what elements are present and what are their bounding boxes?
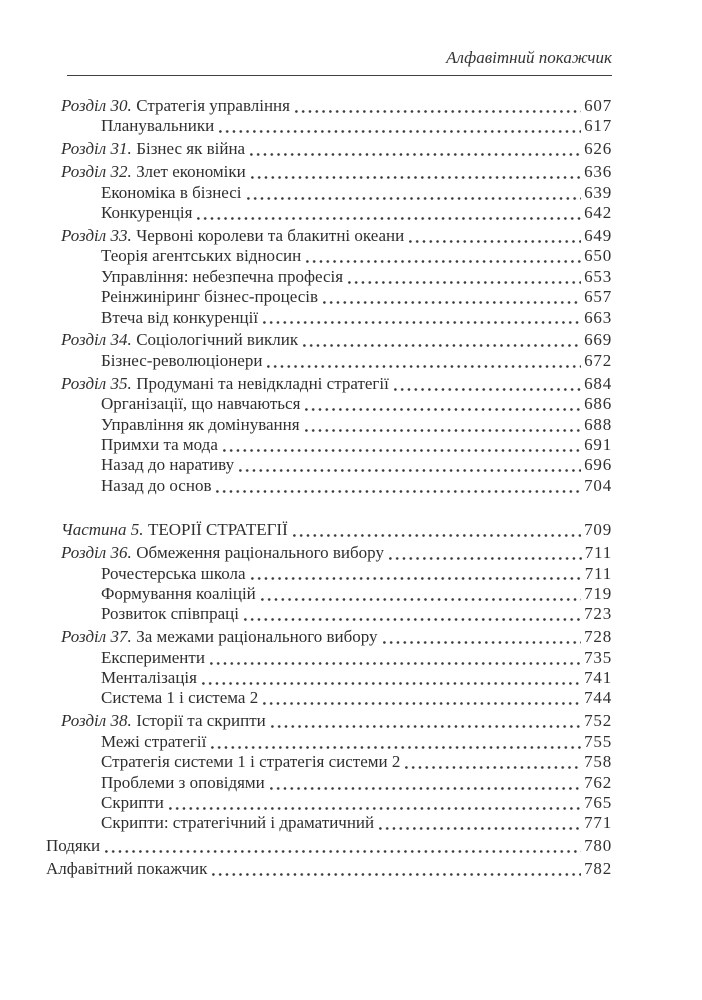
toc-entry-page: 711 <box>584 543 612 563</box>
toc-entry-page: 636 <box>584 162 612 182</box>
toc-entry-title: Конкуренція <box>101 203 193 223</box>
toc-entry <box>46 226 612 246</box>
toc-entry-prefix: Розділ 38. <box>61 711 132 731</box>
toc-entry-title: Обмеження раціонального вибору <box>136 543 384 563</box>
toc-entry-page: 744 <box>584 688 612 708</box>
dot-leader <box>303 344 581 347</box>
toc-entry <box>46 648 612 668</box>
toc-entry-page: 642 <box>584 203 612 223</box>
toc-entry <box>46 183 612 203</box>
toc-entry-page: 765 <box>584 793 612 812</box>
toc-entry-page: 709 <box>584 520 612 540</box>
toc-entry <box>46 520 612 540</box>
toc-entry-page: 752 <box>584 711 612 731</box>
toc-entry-page: 780 <box>584 836 612 856</box>
toc-entry-title: Планувальники <box>101 116 215 136</box>
toc-entry-title: Червоні королеви та блакитні океани <box>136 225 405 245</box>
dot-leader <box>210 662 581 665</box>
dot-leader <box>202 682 581 685</box>
toc-entry <box>46 688 612 708</box>
dot-leader <box>379 827 581 830</box>
dot-leader <box>389 557 582 560</box>
toc-entry <box>46 267 612 287</box>
toc-entry <box>46 246 612 266</box>
toc-entry-title: Система 1 і система 2 <box>101 688 259 708</box>
running-head: Алфавітний покажчик <box>446 48 612 67</box>
toc-entry-title: Управління: небезпечна професія <box>101 266 344 286</box>
toc-entry-title: За межами раціонального вибору <box>136 627 378 647</box>
toc-entry-title: Подяки <box>46 836 101 856</box>
toc-entry <box>46 476 612 496</box>
toc-entry <box>46 415 612 435</box>
dot-leader <box>169 807 581 810</box>
toc-entry-page: 669 <box>584 330 612 350</box>
toc-entry <box>46 773 612 793</box>
toc-entry <box>46 627 612 647</box>
toc-entry-page: 762 <box>584 772 612 792</box>
toc-entry-page: 704 <box>584 475 612 495</box>
toc-entry-page: 607 <box>584 96 612 115</box>
toc-entry-title: Управління як домінування <box>101 414 300 434</box>
dot-leader <box>211 746 581 749</box>
toc-entry <box>46 584 612 604</box>
dot-leader <box>239 469 581 472</box>
toc-entry-page: 711 <box>584 563 612 583</box>
toc-entry <box>46 139 612 159</box>
toc-entry-page: 735 <box>584 647 612 667</box>
toc-entry <box>46 374 612 394</box>
toc-entry-page: 639 <box>584 182 612 202</box>
toc-entry-page: 782 <box>584 859 612 879</box>
toc-entry-page: 650 <box>584 246 612 266</box>
toc-entry-prefix: Розділ 33. <box>61 225 132 245</box>
dot-leader <box>271 725 581 728</box>
toc-entry-title: Стратегія системи 1 і стратегія системи 2 <box>101 752 401 772</box>
toc-entry-page: 758 <box>584 752 612 772</box>
toc-entry <box>46 435 612 455</box>
toc-entry-page: 728 <box>584 627 612 647</box>
dot-leader <box>250 153 581 156</box>
toc-entry-title: Організації, що навчаються <box>101 394 301 414</box>
toc-entry <box>46 203 612 223</box>
toc-entry-title: Формування коаліцій <box>101 583 256 603</box>
toc-entry-prefix: Розділ 30. <box>61 96 132 115</box>
dot-leader <box>244 618 581 621</box>
dot-leader <box>197 217 581 220</box>
toc-entry-title: Реінжиніринг бізнес-процесів <box>101 287 318 307</box>
toc-entry-title: Проблеми з оповідями <box>101 772 265 792</box>
toc-entry-title: Соціологічний виклик <box>136 330 299 350</box>
dot-leader <box>251 176 581 179</box>
toc-entry-title: Історії та скрипти <box>136 711 266 731</box>
toc-entry <box>46 859 612 879</box>
toc-entry-page: 663 <box>584 307 612 327</box>
dot-leader <box>216 490 581 493</box>
dot-leader <box>223 449 581 452</box>
toc-entry <box>46 394 612 414</box>
toc-entry-title: Експерименти <box>101 647 205 667</box>
toc-entry-title: Злет економіки <box>136 162 246 182</box>
toc-entry-page: 691 <box>584 435 612 454</box>
toc-entry-title: Менталізація <box>101 668 197 688</box>
toc-entry-prefix: Розділ 37. <box>61 627 132 647</box>
toc-entry-title: Назад до основ <box>101 475 212 495</box>
toc-entry <box>46 330 612 350</box>
toc-entry-prefix: Розділ 34. <box>61 330 132 350</box>
toc-entry-title: Продумані та невідкладні стратегії <box>136 373 389 393</box>
toc-entry-title: Скрипти: стратегічний і драматичний <box>101 813 375 833</box>
toc-entry-title: Назад до наративу <box>101 455 235 475</box>
toc-entry-title: Втеча від конкуренції <box>101 307 259 327</box>
dot-leader <box>105 850 581 853</box>
dot-leader <box>263 702 581 705</box>
dot-leader <box>306 260 581 263</box>
toc-entry-page: 755 <box>584 731 612 751</box>
dot-leader <box>267 365 581 368</box>
toc-entry <box>46 752 612 772</box>
toc-entry <box>46 162 612 182</box>
toc-entry <box>46 668 612 688</box>
toc-entry-page: 686 <box>584 394 612 414</box>
toc-entry <box>46 836 612 856</box>
toc-entry-page: 688 <box>584 414 612 434</box>
toc-entry <box>46 793 612 813</box>
toc-entry-page: 649 <box>584 225 612 245</box>
toc-entry <box>46 711 612 731</box>
toc-entry-page: 626 <box>584 139 612 159</box>
dot-leader <box>348 281 581 284</box>
toc-entry <box>46 96 612 116</box>
toc-entry-title: Бізнес-революціонери <box>101 350 263 370</box>
toc-entry <box>46 604 612 624</box>
toc-entry <box>46 543 612 563</box>
toc-entry <box>46 455 612 475</box>
table-of-contents <box>46 96 612 880</box>
dot-leader <box>293 534 581 537</box>
toc-entry-title: Економіка в бізнесі <box>101 182 242 202</box>
toc-entry <box>46 813 612 833</box>
toc-entry-page: 653 <box>584 266 612 286</box>
toc-entry-title: ТЕОРІЇ СТРАТЕГІЇ <box>147 520 288 540</box>
toc-entry-page: 657 <box>584 287 612 307</box>
header-rule <box>67 75 612 76</box>
toc-entry-page: 741 <box>584 668 612 688</box>
toc-entry-title: Стратегія управління <box>136 96 290 115</box>
dot-leader <box>394 388 581 391</box>
toc-entry-page: 723 <box>584 604 612 624</box>
toc-entry-prefix: Розділ 35. <box>61 373 132 393</box>
toc-entry <box>46 308 612 328</box>
dot-leader <box>219 130 581 133</box>
dot-leader <box>270 787 581 790</box>
toc-entry-title: Розвиток співпраці <box>101 604 239 624</box>
toc-entry-prefix: Розділ 36. <box>61 543 132 563</box>
toc-entry-page: 684 <box>584 373 612 393</box>
toc-entry-page: 719 <box>584 583 612 603</box>
dot-leader <box>323 301 581 304</box>
dot-leader <box>305 408 581 411</box>
dot-leader <box>405 766 581 769</box>
toc-entry-prefix: Розділ 31. <box>61 139 132 159</box>
dot-leader <box>383 641 582 644</box>
toc-entry <box>46 732 612 752</box>
toc-entry-title: Бізнес як війна <box>136 139 246 159</box>
toc-entry <box>46 287 612 307</box>
toc-entry-title: Скрипти <box>101 793 164 812</box>
toc-entry-title: Алфавітний покажчик <box>46 859 208 879</box>
toc-entry-page: 617 <box>584 116 612 136</box>
toc-entry-page: 672 <box>584 350 612 370</box>
toc-entry-title: Теорія агентських відносин <box>101 246 302 266</box>
dot-leader <box>263 321 581 324</box>
toc-entry <box>46 564 612 584</box>
toc-entry-title: Рочестерська школа <box>101 563 246 583</box>
toc-entry-prefix: Розділ 32. <box>61 162 132 182</box>
toc-entry <box>46 351 612 371</box>
dot-leader <box>305 429 582 432</box>
toc-entry-title: Межі стратегії <box>101 731 207 751</box>
dot-leader <box>212 873 581 876</box>
dot-leader <box>409 240 581 243</box>
toc-entry <box>46 116 612 136</box>
toc-entry-title: Примхи та мода <box>101 435 218 454</box>
dot-leader <box>295 110 581 113</box>
dot-leader <box>261 598 581 601</box>
dot-leader <box>247 197 582 200</box>
toc-entry-prefix: Частина 5. <box>61 520 144 540</box>
toc-entry-page: 696 <box>584 455 612 475</box>
toc-entry-page: 771 <box>584 813 612 833</box>
dot-leader <box>251 577 582 580</box>
